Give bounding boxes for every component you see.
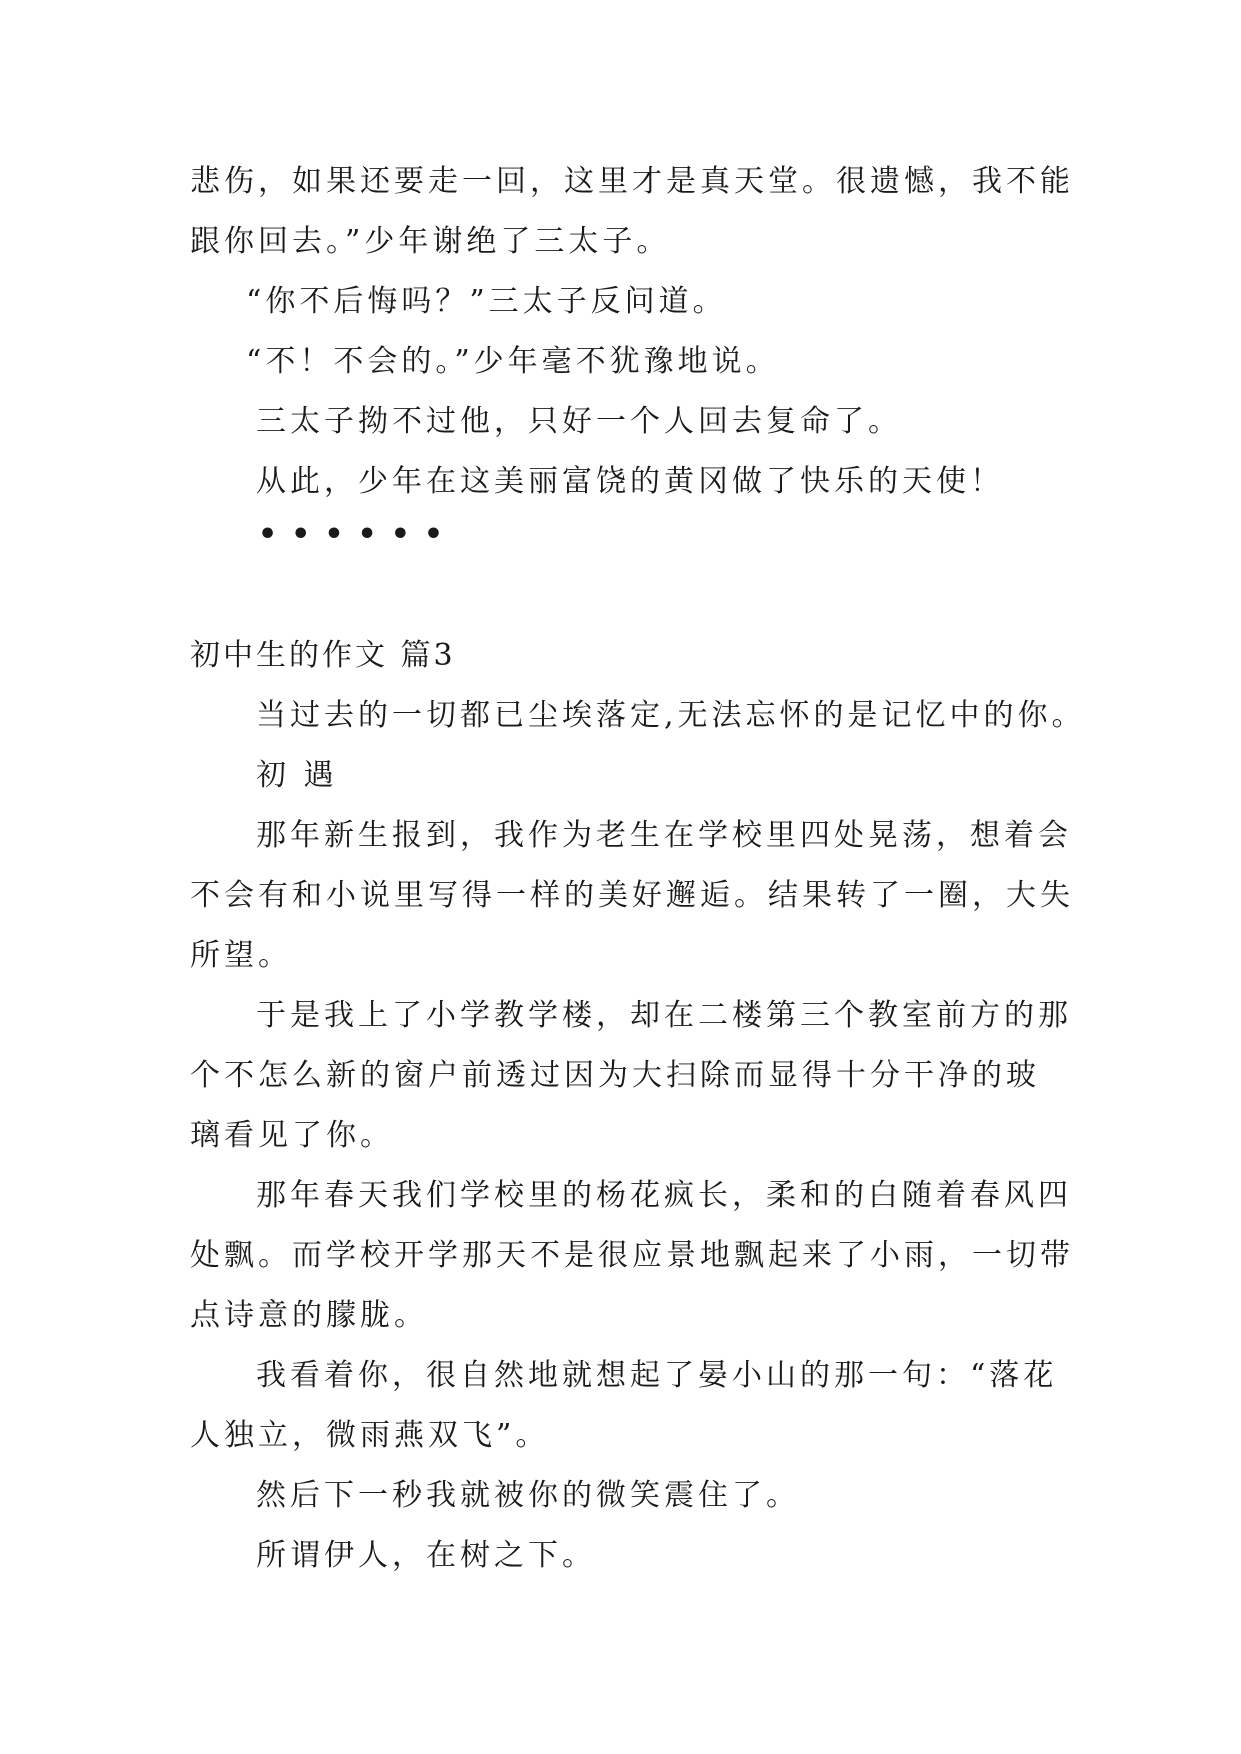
paragraph-line: 悲伤，如果还要走一回，这里才是真天堂。很遗憾，我不能 (190, 164, 1074, 199)
paragraph-line: 处飘。而学校开学那天不是很应景地飘起来了小雨，一切带 (190, 1238, 1074, 1273)
paragraph-line: 个不怎么新的窗户前透过因为大扫除而显得十分干净的玻 (190, 1058, 1040, 1093)
paragraph-line: 所谓伊人，在树之下。 (256, 1538, 596, 1573)
paragraph-line: 然后下一秒我就被你的微笑震住了。 (256, 1478, 800, 1513)
section-heading: 初中生的作文 篇3 (190, 638, 456, 673)
paragraph-line: 于是我上了小学教学楼，却在二楼第三个教室前方的那 (256, 998, 1072, 1033)
paragraph-line: 当过去的一切都已尘埃落定,无法忘怀的是记忆中的你。 (256, 698, 1086, 733)
paragraph-line: 不会有和小说里写得一样的美好邂逅。结果转了一圈，大失 (190, 878, 1074, 913)
paragraph-line: “不！不会的。”少年毫不犹豫地说。 (246, 344, 780, 379)
paragraph-line: 跟你回去。”少年谢绝了三太子。 (190, 224, 671, 259)
ellipsis-dots: •••••• (258, 517, 458, 552)
subheading-line: 初 遇 (256, 758, 338, 793)
paragraph-line: 人独立，微雨燕双飞”。 (190, 1418, 550, 1453)
paragraph-line: 那年新生报到，我作为老生在学校里四处晃荡，想着会 (256, 818, 1072, 853)
section-1-text (190, 152, 1074, 512)
paragraph-line: 我看着你，很自然地就想起了晏小山的那一句：“落花 (256, 1358, 1058, 1393)
paragraph-line: 璃看见了你。 (190, 1118, 394, 1153)
paragraph-line: 所望。 (190, 938, 292, 973)
paragraph-line: 三太子拗不过他，只好一个人回去复命了。 (256, 404, 902, 439)
paragraph-line: 那年春天我们学校里的杨花疯长，柔和的白随着春风四 (256, 1178, 1072, 1213)
section-2-text (190, 686, 1086, 1586)
paragraph-line: 点诗意的朦胧。 (190, 1298, 428, 1333)
paragraph-line: 从此，少年在这美丽富饶的黄冈做了快乐的天使！ (256, 464, 1004, 499)
paragraph-line: “你不后悔吗？”三太子反问道。 (246, 284, 727, 319)
